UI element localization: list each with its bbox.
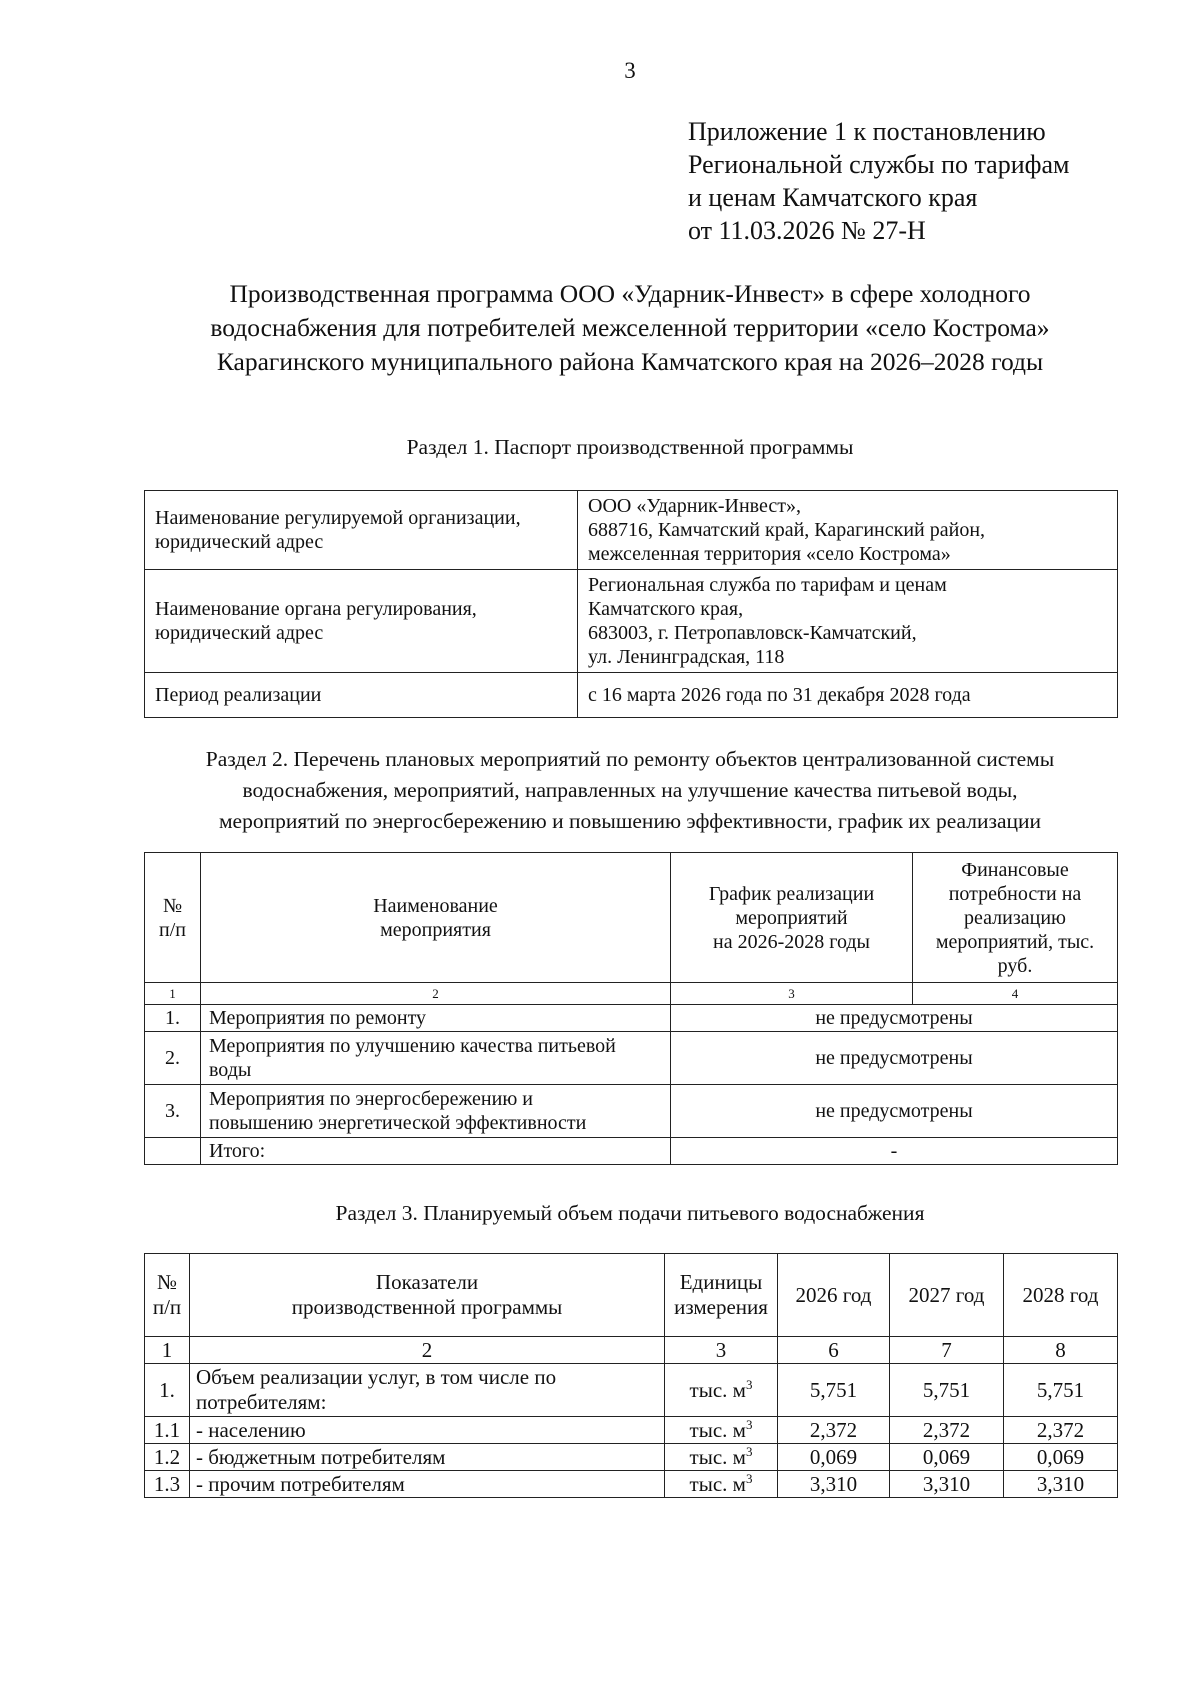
row-number: 1.	[145, 1364, 190, 1417]
table-cell	[578, 673, 1118, 718]
row-unit: тыс. $м^3$	[665, 1444, 778, 1471]
volume-table	[144, 1253, 1118, 1498]
title-line: водоснабжения, мероприятий, направленных на улучшение качества питьевой воды,	[242, 778, 1018, 802]
cell-line: 688716, Камчатский край, Карагинский район,	[588, 519, 986, 541]
total-label: Итого:	[201, 1138, 671, 1165]
row-name: Мероприятия по ремонту	[201, 1005, 671, 1032]
value-2027: 5,751	[890, 1364, 1004, 1417]
row-name: - населению	[190, 1417, 665, 1444]
row-number: 1.3	[145, 1471, 190, 1498]
row-unit: тыс. $м^3$	[665, 1364, 778, 1417]
value-2026: 5,751	[778, 1364, 890, 1417]
header-year-2027: 2027 год	[890, 1254, 1004, 1337]
column-number: 4	[913, 983, 1118, 1005]
row-value: не предусмотрены	[671, 1032, 1118, 1085]
appendix-line: Приложение 1 к постановлению	[688, 117, 1046, 146]
cell-line: юридический адрес	[155, 531, 324, 553]
cell-line: Наименование регулируемой организации,	[155, 507, 521, 529]
cell-line: Камчатского края,	[588, 598, 744, 620]
passport-table	[144, 490, 1118, 718]
header-unit: Единицы измерения	[665, 1254, 778, 1337]
row-number: 2.	[145, 1032, 201, 1085]
row-number	[145, 1138, 201, 1165]
column-number: 3	[671, 983, 913, 1005]
column-number: 2	[201, 983, 671, 1005]
cell-line: ул. Ленинградская, 118	[588, 646, 785, 668]
header-name: Наименование мероприятия	[201, 853, 671, 983]
header-finance: Финансовые потребности на реализацию мероприятий, тыс. руб.	[913, 853, 1118, 983]
title-line: водоснабжения для потребителей межселенной территории «село Кострома»	[210, 313, 1050, 342]
table-header-row	[145, 853, 1118, 983]
title-line: Производственная программа ООО «Ударник-Инвест» в сфере холодного	[229, 279, 1031, 308]
row-name: - прочим потребителям	[190, 1471, 665, 1498]
header-num: № п/п	[145, 853, 201, 983]
table-row	[145, 570, 1118, 673]
section3-title: Раздел 3. Планируемый объем подачи питьевого водоснабжения	[335, 1201, 925, 1225]
column-number-row	[145, 1337, 1118, 1364]
column-number: 1	[145, 1337, 190, 1364]
appendix-header	[688, 115, 1069, 247]
title-line: Карагинского муниципального района Камчатского края на 2026–2028 годы	[216, 347, 1044, 376]
column-number: 6	[778, 1337, 890, 1364]
header-num: № п/п	[145, 1254, 190, 1337]
column-number: 1	[145, 983, 201, 1005]
table-row	[145, 491, 1118, 570]
value-2026: 0,069	[778, 1444, 890, 1471]
page-number: 3	[624, 58, 636, 83]
title-line: мероприятий по энергосбережению и повышению эффективности, график их реализации	[218, 809, 1042, 833]
table-row	[145, 673, 1118, 718]
table-cell	[578, 491, 1118, 570]
table-row	[145, 1032, 1118, 1085]
row-unit: тыс. $м^3$	[665, 1471, 778, 1498]
section1-title: Раздел 1. Паспорт производственной программы	[406, 435, 854, 459]
cell-line: 683003, г. Петропавловск-Камчатский,	[588, 622, 917, 644]
column-number: 3	[665, 1337, 778, 1364]
header-indicator: Показатели производственной программы	[190, 1254, 665, 1337]
table-cell	[578, 570, 1118, 673]
column-number-row	[145, 983, 1118, 1005]
measures-table	[144, 852, 1118, 1165]
appendix-line: от 11.03.2026 № 27-Н	[688, 216, 926, 245]
table-cell	[145, 673, 578, 718]
column-number: 8	[1004, 1337, 1118, 1364]
table-row	[145, 1471, 1118, 1498]
appendix-line: Региональной службы по тарифам	[688, 150, 1070, 179]
table-row	[145, 1005, 1118, 1032]
table-row	[145, 1364, 1118, 1417]
value-2027: 0,069	[890, 1444, 1004, 1471]
row-name: Мероприятия по улучшению качества питьевой воды	[201, 1032, 671, 1085]
total-value: -	[671, 1138, 1118, 1165]
cell-line: Наименование органа регулирования,	[155, 598, 477, 620]
cell-line: Региональная служба по тарифам и ценам	[588, 574, 947, 596]
table-row	[145, 1444, 1118, 1471]
column-number: 2	[190, 1337, 665, 1364]
row-number: 1.1	[145, 1417, 190, 1444]
cell-line: ООО «Ударник-Инвест»,	[588, 495, 801, 517]
row-number: 1.	[145, 1005, 201, 1032]
title-line: Раздел 2. Перечень плановых мероприятий по ремонту объектов централизованной системы	[205, 747, 1055, 771]
cell-line: юридический адрес	[155, 622, 324, 644]
row-name: Объем реализации услуг, в том числе по потребителям:	[190, 1364, 665, 1417]
row-name: Мероприятия по энергосбережению и повышению энергетической эффективности	[201, 1085, 671, 1138]
row-name: - бюджетным потребителям	[190, 1444, 665, 1471]
document-title	[120, 277, 1140, 379]
cell-line: Период реализации	[155, 684, 322, 706]
value-2026: 2,372	[778, 1417, 890, 1444]
header-year-2028: 2028 год	[1004, 1254, 1118, 1337]
row-value: не предусмотрены	[671, 1005, 1118, 1032]
header-year-2026: 2026 год	[778, 1254, 890, 1337]
header-schedule: График реализации мероприятий на 2026-2028 годы	[671, 853, 913, 983]
cell-line: с 16 марта 2026 года по 31 декабря 2028 года	[588, 684, 971, 706]
table-row	[145, 1417, 1118, 1444]
section2-title	[120, 744, 1140, 837]
value-2027: 3,310	[890, 1471, 1004, 1498]
value-2028: 2,372	[1004, 1417, 1118, 1444]
value-2026: 3,310	[778, 1471, 890, 1498]
value-2028: 3,310	[1004, 1471, 1118, 1498]
row-value: не предусмотрены	[671, 1085, 1118, 1138]
table-row	[145, 1085, 1118, 1138]
table-header-row	[145, 1254, 1118, 1337]
row-unit: тыс. $м^3$	[665, 1417, 778, 1444]
value-2028: 0,069	[1004, 1444, 1118, 1471]
cell-line: межселенная территория «село Кострома»	[588, 543, 951, 565]
table-cell	[145, 491, 578, 570]
value-2028: 5,751	[1004, 1364, 1118, 1417]
row-number: 3.	[145, 1085, 201, 1138]
total-row	[145, 1138, 1118, 1165]
row-number: 1.2	[145, 1444, 190, 1471]
column-number: 7	[890, 1337, 1004, 1364]
value-2027: 2,372	[890, 1417, 1004, 1444]
table-cell	[145, 570, 578, 673]
appendix-line: и ценам Камчатского края	[688, 183, 978, 212]
